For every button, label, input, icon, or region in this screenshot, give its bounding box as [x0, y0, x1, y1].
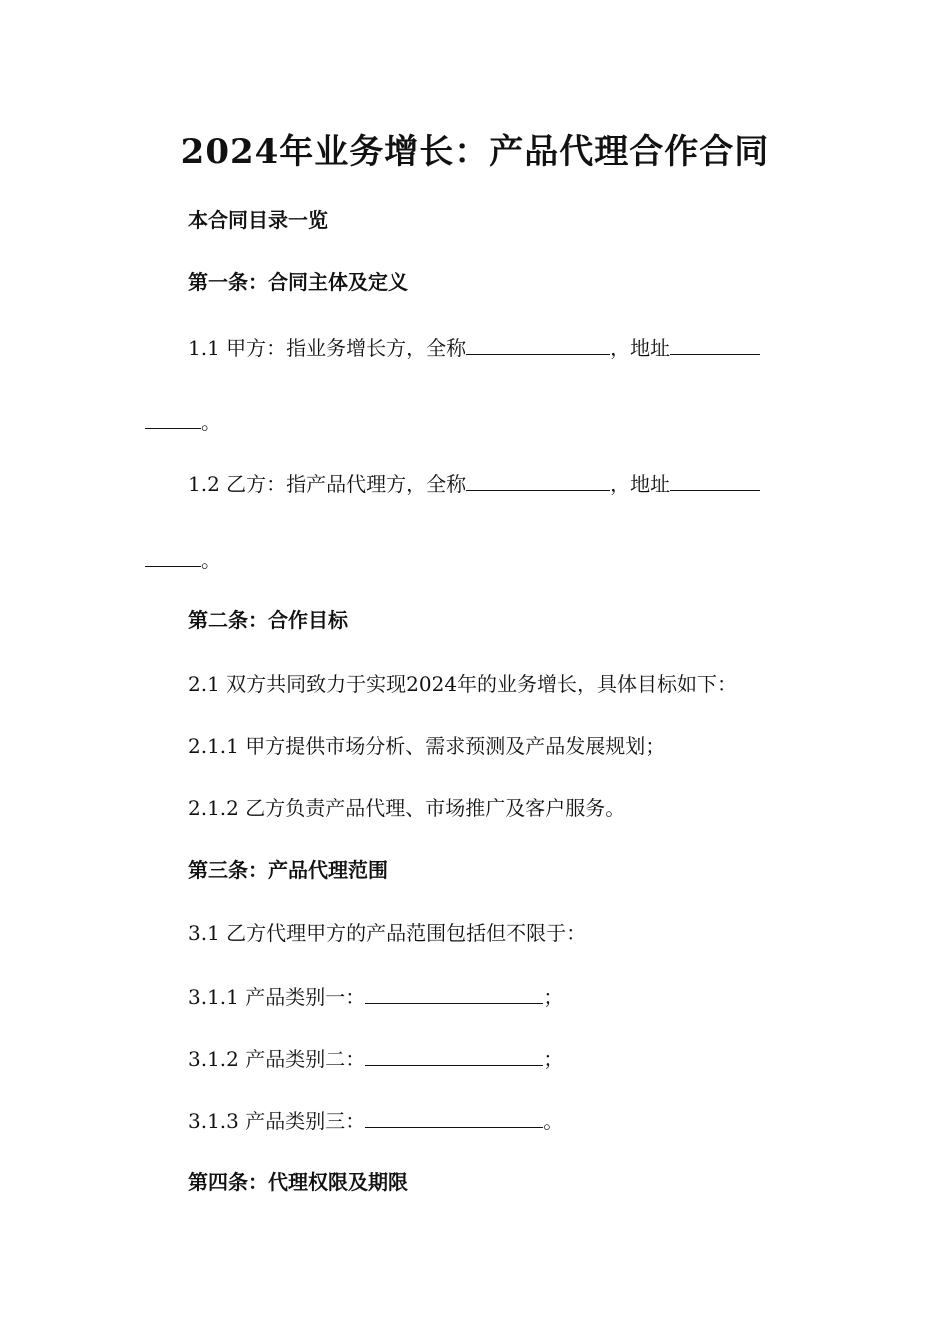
clause-1-2-end: 。	[201, 548, 221, 572]
clause-1-2-continuation	[145, 546, 221, 574]
product-category-1-blank[interactable]	[365, 983, 543, 1004]
clause-1-1-continuation	[145, 408, 221, 436]
product-category-3-blank[interactable]	[365, 1107, 543, 1128]
clause-3-1-2	[188, 1045, 563, 1073]
clause-3-1-3-end: 。	[543, 1109, 564, 1133]
clause-3-1: 3.1 乙方代理甲方的产品范围包括但不限于：	[188, 921, 587, 945]
party-a-name-blank[interactable]	[466, 334, 610, 355]
clause-3-1-1-end: ；	[543, 985, 564, 1009]
party-b-address-blank-cont[interactable]	[145, 546, 201, 567]
article-3-heading: 第三条：产品代理范围	[188, 858, 388, 882]
article-2-heading: 第二条：合作目标	[188, 608, 348, 632]
clause-3-1-2-prefix: 3.1.2 产品类别二：	[188, 1047, 366, 1071]
party-b-address-blank[interactable]	[670, 470, 760, 491]
clause-3-1-1	[188, 983, 563, 1011]
clause-1-2-address-label: ，地址	[610, 472, 671, 496]
clause-3-1-2-end: ；	[543, 1047, 564, 1071]
toc-heading: 本合同目录一览	[188, 208, 328, 232]
document-title: 2024年业务增长：产品代理合作合同	[180, 132, 770, 172]
clause-3-1-3	[188, 1107, 563, 1135]
clause-1-2	[188, 470, 760, 498]
clause-3-1-3-prefix: 3.1.3 产品类别三：	[188, 1109, 366, 1133]
clause-1-1-prefix: 1.1 甲方：指业务增长方，全称	[188, 336, 467, 360]
clause-3-1-1-prefix: 3.1.1 产品类别一：	[188, 985, 366, 1009]
article-1-heading: 第一条：合同主体及定义	[188, 270, 408, 294]
article-4-heading: 第四条：代理权限及期限	[188, 1170, 408, 1194]
clause-1-1-end: 。	[201, 410, 221, 434]
party-a-address-blank[interactable]	[670, 334, 760, 355]
clause-2-1: 2.1 双方共同致力于实现2024年的业务增长，具体目标如下：	[188, 672, 738, 696]
clause-1-1	[188, 334, 760, 362]
party-b-name-blank[interactable]	[466, 470, 610, 491]
party-a-address-blank-cont[interactable]	[145, 408, 201, 429]
clause-1-1-address-label: ，地址	[610, 336, 671, 360]
product-category-2-blank[interactable]	[365, 1045, 543, 1066]
clause-1-2-prefix: 1.2 乙方：指产品代理方，全称	[188, 472, 467, 496]
clause-2-1-1: 2.1.1 甲方提供市场分析、需求预测及产品发展规划；	[188, 734, 666, 758]
clause-2-1-2: 2.1.2 乙方负责产品代理、市场推广及客户服务。	[188, 796, 626, 820]
